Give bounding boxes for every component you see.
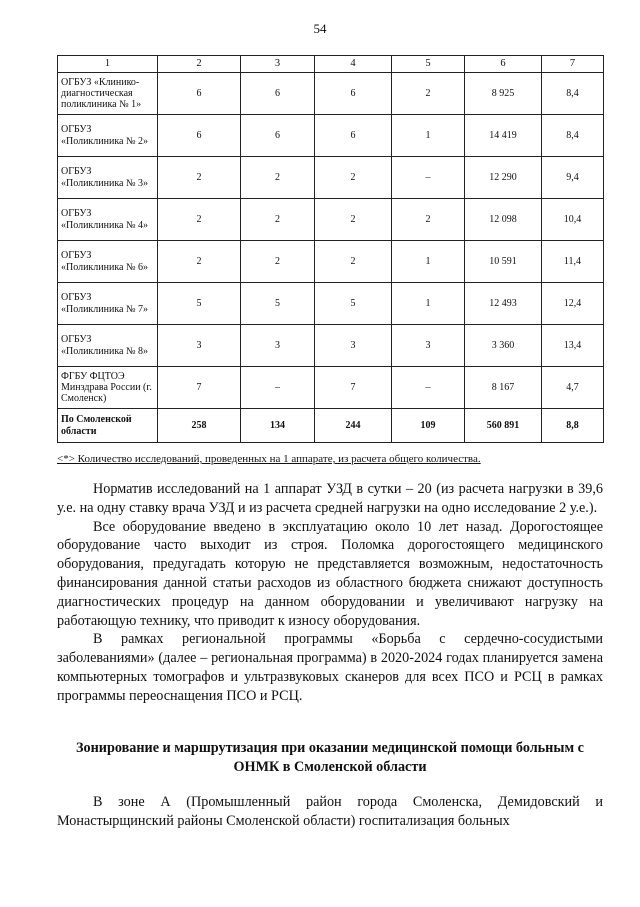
table-cell: 6 [315,115,392,157]
table-footnote: <*> Количество исследований, проведенных на 1 аппарате, из расчета общего количества. [57,453,481,465]
page-number: 54 [313,21,327,36]
table-cell: 2 [315,199,392,241]
table-cell: 8 167 [465,367,542,409]
statistics-table [57,55,604,443]
total-cell: 109 [392,409,465,443]
table-cell: 11,4 [542,241,604,283]
paragraph: В зоне А (Промышленный район города Смоленска, Демидовский и Монастырщинский районы Смоленской области) госпитализация больных [57,794,603,829]
table-cell: 13,4 [542,325,604,367]
institution-name-cell: ОГБУЗ «Клинико-диагностическая поликлиника № 1» [58,73,158,115]
table-cell: 9,4 [542,157,604,199]
table-cell: 7 [158,367,241,409]
table-cell: 8,4 [542,73,604,115]
paragraph: В рамках региональной программы «Борьба с сердечно-сосудистыми заболеваниями» (далее – региональная программа) в 2020-2024 годах планируется замена компьютерных томографов и ультразвуковых сканеров для всех ПСО и РСЦ в рамках программы переоснащения ПСО и РСЦ. [57,631,603,704]
institution-name-cell: ОГБУЗ «Поликлиника № 7» [58,283,158,325]
table-cell: 8 925 [465,73,542,115]
table-cell: 2 [158,157,241,199]
table-cell: 2 [392,73,465,115]
table-cell: 2 [241,157,315,199]
header-cell: 5 [392,56,465,73]
table-cell: 1 [392,283,465,325]
table-cell: 5 [158,283,241,325]
table-row [58,283,604,325]
header-cell: 7 [542,56,604,73]
table-cell: 12 493 [465,283,542,325]
institution-name-cell: ОГБУЗ «Поликлиника № 3» [58,157,158,199]
table-cell: 2 [315,157,392,199]
table-cell: 7 [315,367,392,409]
total-cell: 258 [158,409,241,443]
table-cell: 1 [392,241,465,283]
table-cell: 6 [158,115,241,157]
table-cell: 6 [241,73,315,115]
table-cell: 2 [158,199,241,241]
header-cell: 4 [315,56,392,73]
paragraph: Норматив исследований на 1 аппарат УЗД в сутки – 20 (из расчета нагрузки в 39,6 у.е. на одну ставку врача УЗД и из расчета средней нагрузки на одно исследование 2 у.е.). [57,481,603,516]
section-heading: Зонирование и маршрутизация при оказании медицинской помощи больным с ОНМК в Смоленской области [76,740,584,775]
table-row [58,199,604,241]
table-cell: 5 [315,283,392,325]
table-cell: 10 591 [465,241,542,283]
header-cell: 6 [465,56,542,73]
header-cell: 1 [58,56,158,73]
total-cell: 560 891 [465,409,542,443]
table-row [58,157,604,199]
table-cell: – [392,157,465,199]
table-row [58,241,604,283]
table-cell: 2 [241,199,315,241]
table-cell: 12,4 [542,283,604,325]
institution-name-cell: ФГБУ ФЦТОЭ Минздрава России (г. Смоленск) [58,367,158,409]
total-cell: 244 [315,409,392,443]
table-cell: – [241,367,315,409]
table-cell: 14 419 [465,115,542,157]
table-cell: 3 [315,325,392,367]
table-cell: 2 [315,241,392,283]
body-text [57,480,603,706]
total-cell: 8,8 [542,409,604,443]
table-row [58,115,604,157]
table-cell: 6 [158,73,241,115]
table-cell: 10,4 [542,199,604,241]
institution-name-cell: ОГБУЗ «Поликлиника № 2» [58,115,158,157]
table-cell: 3 [158,325,241,367]
table-cell: 2 [392,199,465,241]
institution-name-cell: ОГБУЗ «Поликлиника № 4» [58,199,158,241]
header-cell: 3 [241,56,315,73]
institution-name-cell: ОГБУЗ «Поликлиника № 6» [58,241,158,283]
table-cell: 5 [241,283,315,325]
table-cell: 4,7 [542,367,604,409]
table-cell: 3 [241,325,315,367]
table-cell: 8,4 [542,115,604,157]
table-cell: – [392,367,465,409]
table-cell: 3 [392,325,465,367]
table-cell: 6 [315,73,392,115]
table-row [58,367,604,409]
table-cell: 12 098 [465,199,542,241]
table-header-row [58,56,604,73]
institution-name-cell: ОГБУЗ «Поликлиника № 8» [58,325,158,367]
table-cell: 6 [241,115,315,157]
total-label-cell: По Смоленской области [58,409,158,443]
total-cell: 134 [241,409,315,443]
table-row [58,73,604,115]
table-cell: 2 [158,241,241,283]
table-row [58,325,604,367]
table-total-row [58,409,604,443]
body-text-continued [57,793,603,831]
table-cell: 3 360 [465,325,542,367]
paragraph: Все оборудование введено в эксплуатацию около 10 лет назад. Дорогостоящее оборудование часто выходит из строя. Поломка дорогостоящего медицинского оборудования, предугадать которую не представляется возможным, недостаточность финансирования данной статьи расходов из областного бюджета снижают доступность диагностических процедур на данном оборудовании и увеличивают нагрузку на работающую технику, что приводит к износу оборудования. [57,518,603,629]
table-cell: 1 [392,115,465,157]
header-cell: 2 [158,56,241,73]
table-cell: 2 [241,241,315,283]
table-cell: 12 290 [465,157,542,199]
